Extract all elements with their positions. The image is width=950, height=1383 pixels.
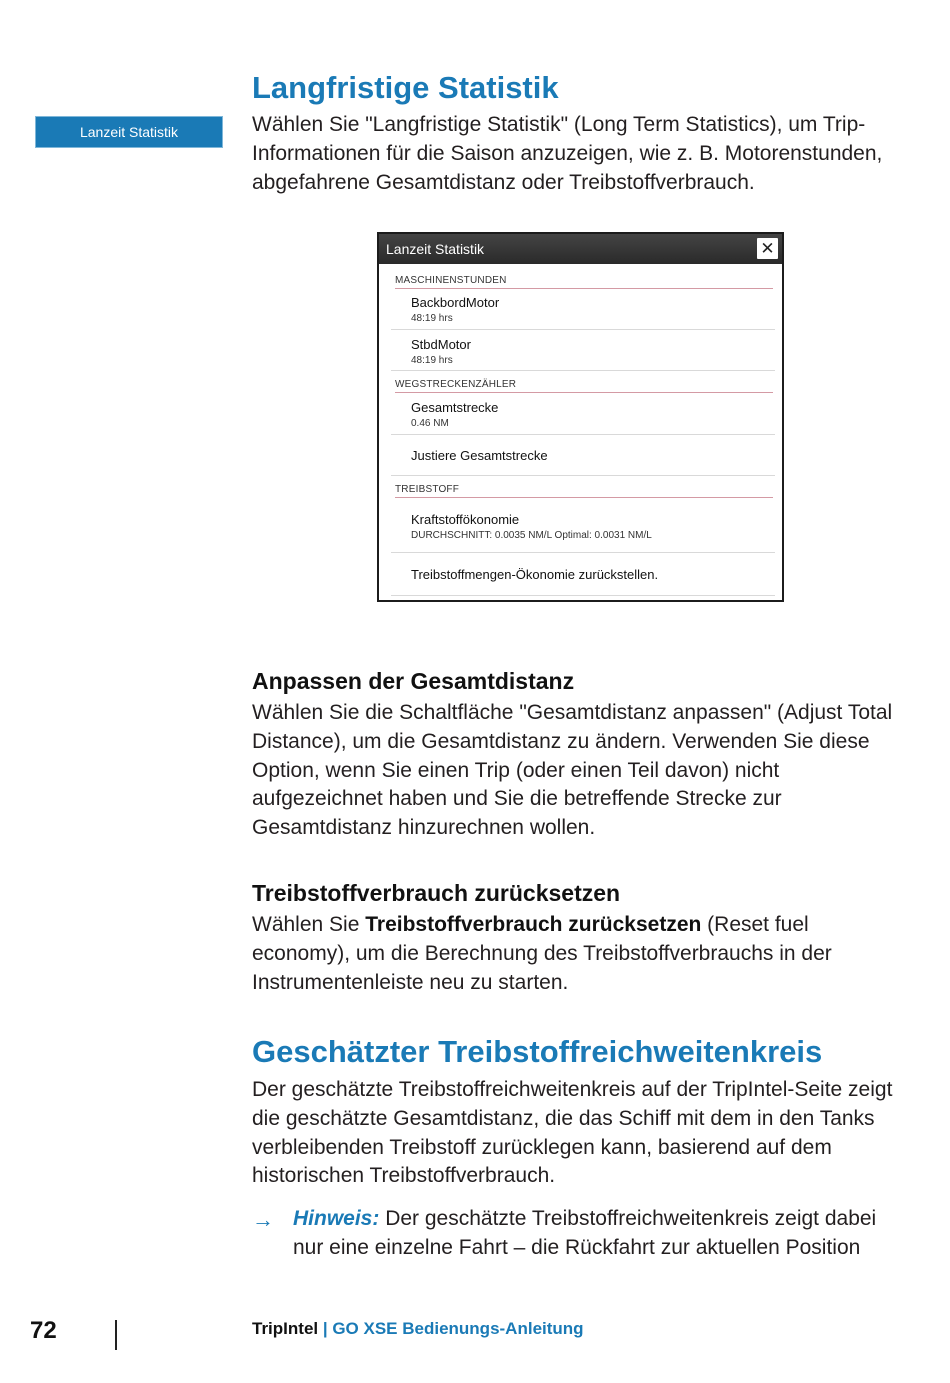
item-title: Treibstoffmengen-Ökonomie zurückstellen. (411, 567, 659, 582)
section-title: Anpassen der Gesamtdistanz (252, 668, 575, 694)
section-fuel-range-ring (252, 1033, 912, 1191)
long-term-stats-dialog (377, 232, 784, 602)
section-body: Wählen Sie "Langfristige Statistik" (Long Term Statistics), um Trip-Informationen für die Saison anzuzeigen, wie z. B. Motorenstunden, abgefahrene Gesamtdistanz oder Treibstoffverbrauch. (252, 113, 883, 194)
dialog-titlebar (379, 234, 782, 264)
section-adjust-distance (252, 666, 912, 843)
footer-separator: | (318, 1319, 333, 1338)
body-text: (Reset fuel economy), um die Berechnung des Treibstoffverbrauchs in der Instrumentenleiste neu zu starten. (252, 913, 832, 994)
section-title: Langfristige Statistik (252, 70, 559, 105)
item-title: Justiere Gesamtstrecke (411, 448, 548, 463)
list-item-adjust-total-distance[interactable] (391, 435, 775, 476)
list-item-reset-fuel-economy[interactable] (391, 553, 775, 596)
section-body (252, 911, 912, 997)
section-reset-fuel (252, 878, 912, 997)
note-body: Der geschätzte Treibstoffreichweitenkreis zeigt dabei nur eine einzelne Fahrt – die Rückfahrt zur aktuellen Position (293, 1207, 877, 1259)
dialog-title: Lanzeit Statistik (386, 241, 485, 257)
item-value: 48:19 hrs (411, 355, 453, 366)
section-long-term-stats (252, 69, 912, 197)
footer-divider (115, 1320, 117, 1350)
note-text (293, 1205, 912, 1263)
group-header-fuel: TREIBSTOFF (395, 483, 773, 498)
list-item-stbd-engine[interactable] (391, 330, 775, 371)
section-body: Wählen Sie die Schaltfläche "Gesamtdistanz anpassen" (Adjust Total Distance), um die Gesamtdistanz zu ändern. Verwenden Sie diese Option, wenn Sie einen Trip (oder einen Teil davon) nicht aufgezeichnet haben und Sie die betreffende Strecke zur Gesamtdistanz hinzurechnen wollen. (252, 701, 893, 840)
list-item-port-engine[interactable] (391, 290, 775, 330)
item-value: DURCHSCHNITT: 0.0035 NM/L Optimal: 0.0031 NM/L (411, 530, 652, 541)
note-label: Hinweis: (293, 1207, 380, 1230)
item-title: Kraftstoffökonomie (411, 512, 520, 527)
item-title: StbdMotor (411, 337, 471, 352)
section-body: Der geschätzte Treibstoffreichweitenkreis auf der TripIntel-Seite zeigt die geschätzte Gesamtdistanz, die das Schiff mit dem in den Tanks verbleibenden Treibstoff zurücklegen kann, basierend auf dem historischen Treibstoffverbrauch. (252, 1078, 893, 1188)
close-icon[interactable]: ✕ (757, 238, 778, 259)
item-title: BackbordMotor (411, 295, 500, 310)
note-block (252, 1205, 912, 1263)
sidebar-tag: Lanzeit Statistik (35, 116, 223, 148)
arrow-right-icon: → (252, 1207, 274, 1232)
section-title: Geschätzter Treibstoffreichweitenkreis (252, 1034, 823, 1069)
group-header-engine-hours: MASCHINENSTUNDEN (395, 274, 773, 289)
footer-manual-title: GO XSE Bedienungs-Anleitung (332, 1319, 584, 1338)
body-text: Wählen Sie (252, 913, 366, 936)
list-item-total-distance[interactable] (391, 394, 775, 435)
footer-running-title (252, 1319, 584, 1339)
page-number: 72 (30, 1317, 57, 1344)
section-title: Treibstoffverbrauch zurücksetzen (252, 880, 621, 906)
group-header-odometer: WEGSTRECKENZÄHLER (395, 378, 773, 393)
list-item-fuel-economy[interactable] (391, 499, 775, 553)
item-value: 0.46 NM (411, 418, 449, 429)
body-bold-term: Treibstoffverbrauch zurücksetzen (365, 913, 702, 936)
item-value: 48:19 hrs (411, 313, 453, 324)
item-title: Gesamtstrecke (411, 400, 499, 415)
footer-chapter: TripIntel (252, 1319, 319, 1338)
